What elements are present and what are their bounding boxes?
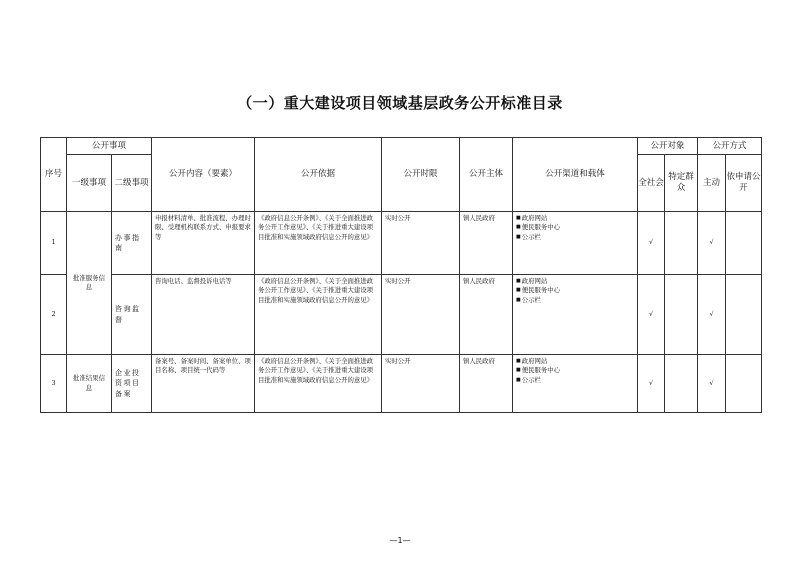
row-index: 3 (41, 355, 67, 413)
table-row (41, 275, 762, 355)
header-subject: 公开主体 (460, 138, 513, 212)
channel-item: ■ 公示栏 (516, 233, 634, 242)
header-audience-all: 全社会 (638, 155, 665, 212)
channel-item: ■ 公示栏 (516, 296, 634, 305)
level2-label: 企业投资项目备案 (115, 369, 141, 398)
content-cell: 咨询电话、监督投诉电话等 (152, 275, 255, 355)
header-index: 序号 (41, 138, 67, 212)
audience-specific-cell (665, 275, 698, 355)
time-limit-cell: 实时公开 (382, 275, 460, 355)
catalog-table (40, 137, 762, 413)
basis-cell: 《政府信息公开条例》、《关于全面推进政务公开工作意见》、《关于推进重大建设项目批准和实施领域政府信息公开的意见》 (255, 212, 382, 275)
channel-item: ■ 公示栏 (516, 376, 634, 385)
time-limit-cell: 实时公开 (382, 355, 460, 413)
table-row (41, 212, 762, 275)
channel-item: ■ 便民服务中心 (516, 223, 634, 232)
header-channel: 公开渠道和载体 (513, 138, 638, 212)
audience-all-check: √ (638, 275, 665, 355)
header-time-limit: 公开时限 (382, 138, 460, 212)
basis-cell: 《政府信息公开条例》、《关于全面推进政务公开工作意见》、《关于推进重大建设项目批准和实施领域政府信息公开的意见》 (255, 275, 382, 355)
header-method-group: 公开方式 (698, 138, 762, 155)
method-request-cell (726, 212, 762, 275)
content-cell: 申报材料清单、批准流程、办理时限、受理机构联系方式、申报要求等 (152, 212, 255, 275)
channel-item: ■ 政府网站 (516, 357, 634, 366)
row-index: 1 (41, 212, 67, 275)
subject-cell: 镇人民政府 (460, 275, 513, 355)
header-basis: 公开依据 (255, 138, 382, 212)
subject-cell: 镇人民政府 (460, 212, 513, 275)
row-index: 2 (41, 275, 67, 355)
method-active-check: √ (698, 275, 726, 355)
channel-item: ■ 便民服务中心 (516, 366, 634, 375)
channel-item: ■ 政府网站 (516, 214, 634, 223)
level1-label: 批准服务信息 (73, 273, 105, 291)
table-row (41, 355, 762, 413)
method-request-cell (726, 275, 762, 355)
header-items-group: 公开事项 (67, 138, 152, 155)
header-content: 公开内容（要素） (152, 138, 255, 212)
level1-cell (67, 212, 112, 355)
header-method-request: 依申请公开 (726, 155, 762, 212)
channel-item: ■ 政府网站 (516, 277, 634, 286)
header-level1: 一级事项 (67, 155, 112, 212)
time-limit-cell: 实时公开 (382, 212, 460, 275)
content-cell: 备案号、备案时间、备案单位、项目名称、项目统一代码等 (152, 355, 255, 413)
page-title: （一）重大建设项目领域基层政务公开标准目录 (237, 94, 563, 112)
subject-cell: 镇人民政府 (460, 355, 513, 413)
audience-specific-cell (665, 355, 698, 413)
page-number: —1— (389, 536, 411, 545)
level2-label: 咨询监督 (115, 305, 141, 324)
header-audience-specific: 特定群众 (665, 155, 698, 212)
channel-item: ■ 便民服务中心 (516, 286, 634, 295)
level1-cell (67, 355, 112, 413)
audience-specific-cell (665, 212, 698, 275)
level2-label: 办事指南 (115, 233, 141, 252)
level1-label: 批准结果信息 (73, 374, 105, 392)
method-active-check: √ (698, 355, 726, 413)
channel-cell (513, 212, 638, 275)
level2-cell (112, 212, 152, 275)
header-method-active: 主动 (698, 155, 726, 212)
level2-cell (112, 355, 152, 413)
level2-cell (112, 275, 152, 355)
header-level2: 二级事项 (112, 155, 152, 212)
channel-cell (513, 275, 638, 355)
header-audience-group: 公开对象 (638, 138, 698, 155)
basis-cell: 《政府信息公开条例》、《关于全面推进政务公开工作意见》、《关于推进重大建设项目批准和实施领域政府信息公开的意见》 (255, 355, 382, 413)
method-active-check: √ (698, 212, 726, 275)
audience-all-check: √ (638, 355, 665, 413)
audience-all-check: √ (638, 212, 665, 275)
channel-cell (513, 355, 638, 413)
method-request-cell (726, 355, 762, 413)
